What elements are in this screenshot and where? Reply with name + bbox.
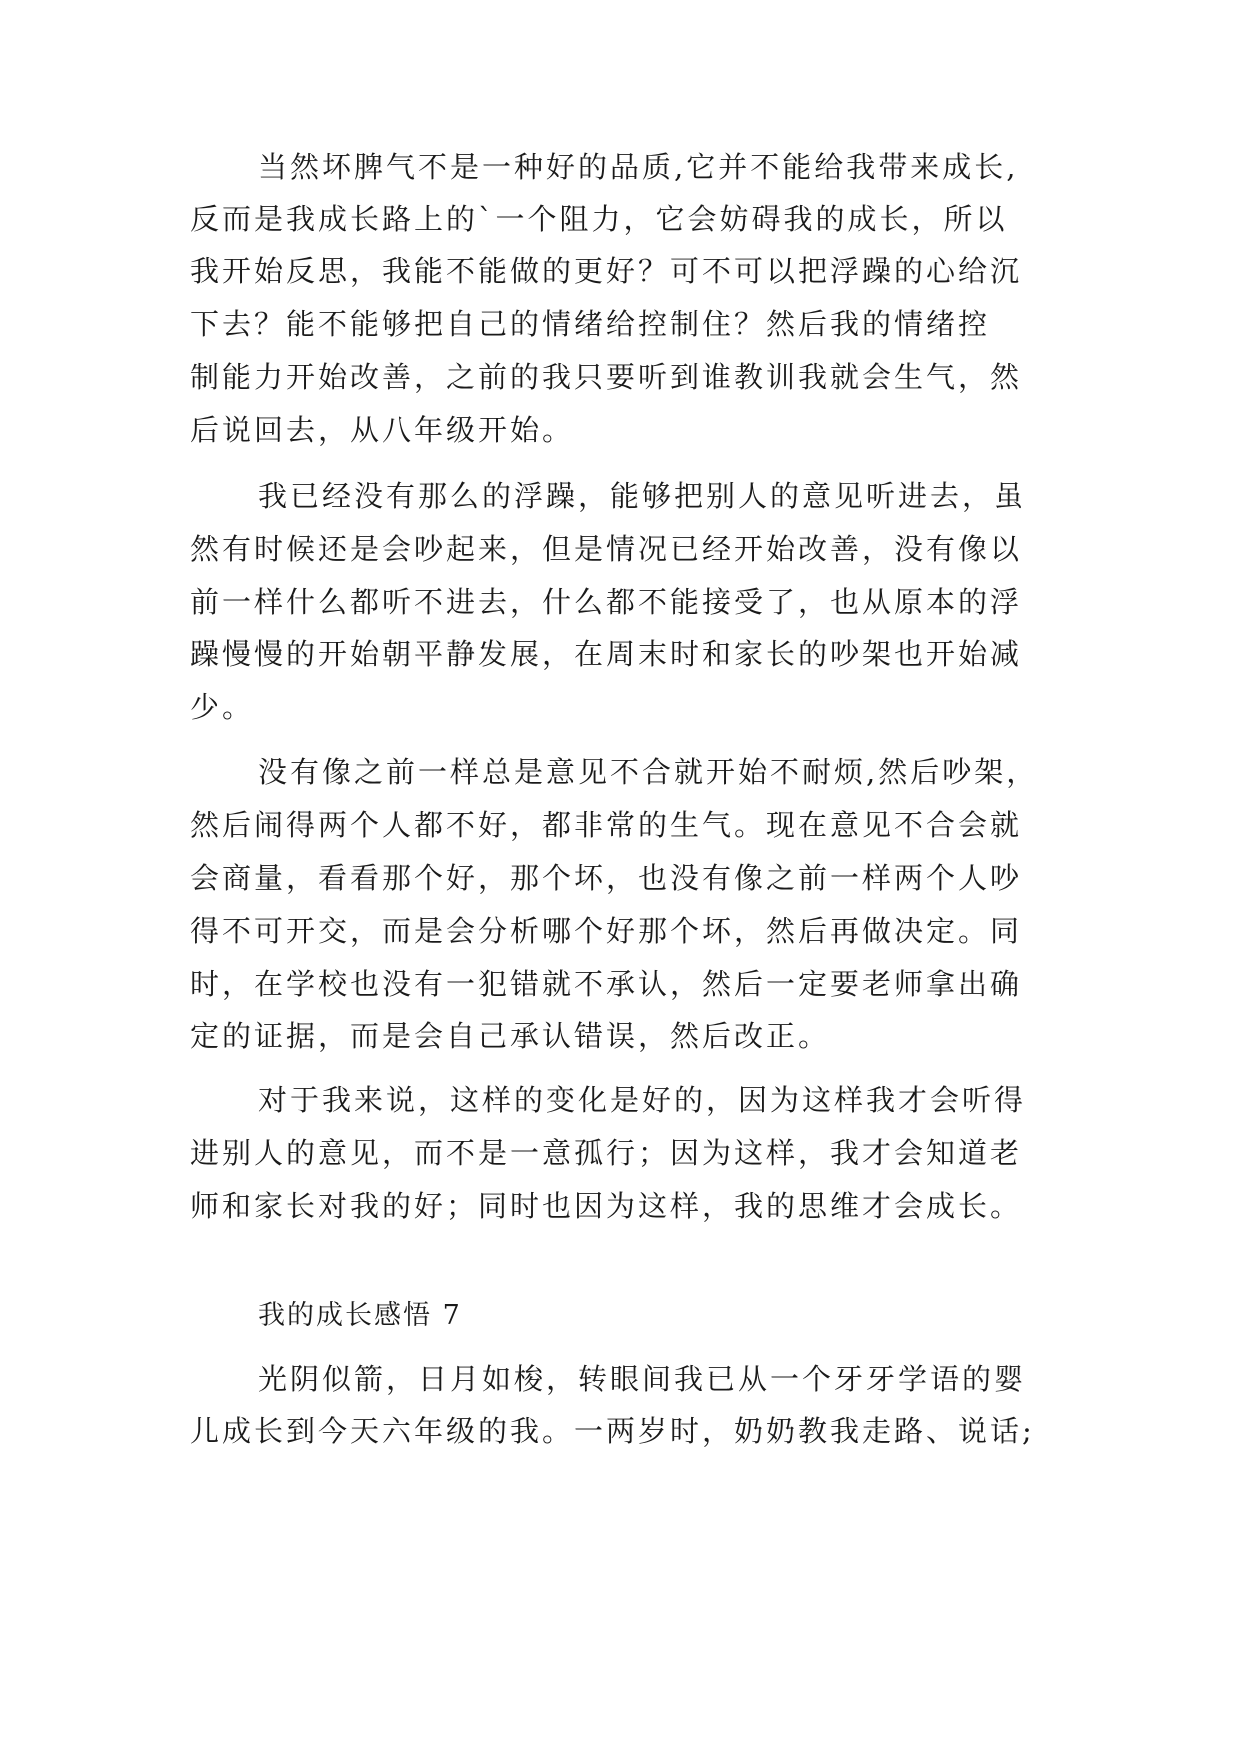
paragraph-line: 然有时候还是会吵起来，但是情况已经开始改善，没有像以 <box>190 532 1023 566</box>
paragraph-line: 时，在学校也没有一犯错就不承认，然后一定要老师拿出确 <box>190 967 1023 1001</box>
section-heading: 我的成长感悟 7 <box>258 1300 462 1331</box>
paragraph-line: 儿成长到今天六年级的我。一两岁时，奶奶教我走路、说话; <box>190 1414 1035 1448</box>
paragraph-line: 我开始反思，我能不能做的更好？可不可以把浮躁的心给沉 <box>190 254 1023 288</box>
paragraph-line: 后说回去，从八年级开始。 <box>190 413 575 447</box>
paragraph-line: 制能力开始改善，之前的我只要听到谁教训我就会生气，然 <box>190 360 1023 394</box>
paragraph-line: 光阴似箭，日月如梭，转眼间我已从一个牙牙学语的婴 <box>258 1362 1027 1396</box>
paragraph-line: 定的证据，而是会自己承认错误，然后改正。 <box>190 1019 831 1053</box>
paragraph-line: 我已经没有那么的浮躁，能够把别人的意见听进去，虽 <box>258 479 1027 513</box>
paragraph-line: 然后闹得两个人都不好，都非常的生气。现在意见不合会就 <box>190 808 1023 842</box>
paragraph-line: 躁慢慢的开始朝平静发展，在周末时和家长的吵架也开始减 <box>190 637 1023 671</box>
paragraph-line: 得不可开交，而是会分析哪个好那个坏，然后再做决定。同 <box>190 914 1023 948</box>
paragraph-line: 前一样什么都听不进去，什么都不能接受了，也从原本的浮 <box>190 585 1023 619</box>
paragraph-line: 会商量，看看那个好，那个坏，也没有像之前一样两个人吵 <box>190 861 1023 895</box>
paragraph-line: 反而是我成长路上的`一个阻力，它会妨碍我的成长，所以 <box>190 202 1008 236</box>
paragraph-line: 下去？能不能够把自己的情绪给控制住？然后我的情绪控 <box>190 307 991 341</box>
paragraph-line: 对于我来说，这样的变化是好的，因为这样我才会听得 <box>258 1083 1027 1117</box>
paragraph-line: 少。 <box>190 690 255 724</box>
paragraph-line: 进别人的意见，而不是一意孤行；因为这样，我才会知道老 <box>190 1136 1023 1170</box>
paragraph-line: 没有像之前一样总是意见不合就开始不耐烦,然后吵架， <box>258 755 1039 789</box>
paragraph-line: 当然坏脾气不是一种好的品质,它并不能给我带来成长, <box>258 150 1019 184</box>
paragraph-line: 师和家长对我的好；同时也因为这样，我的思维才会成长。 <box>190 1189 1023 1223</box>
